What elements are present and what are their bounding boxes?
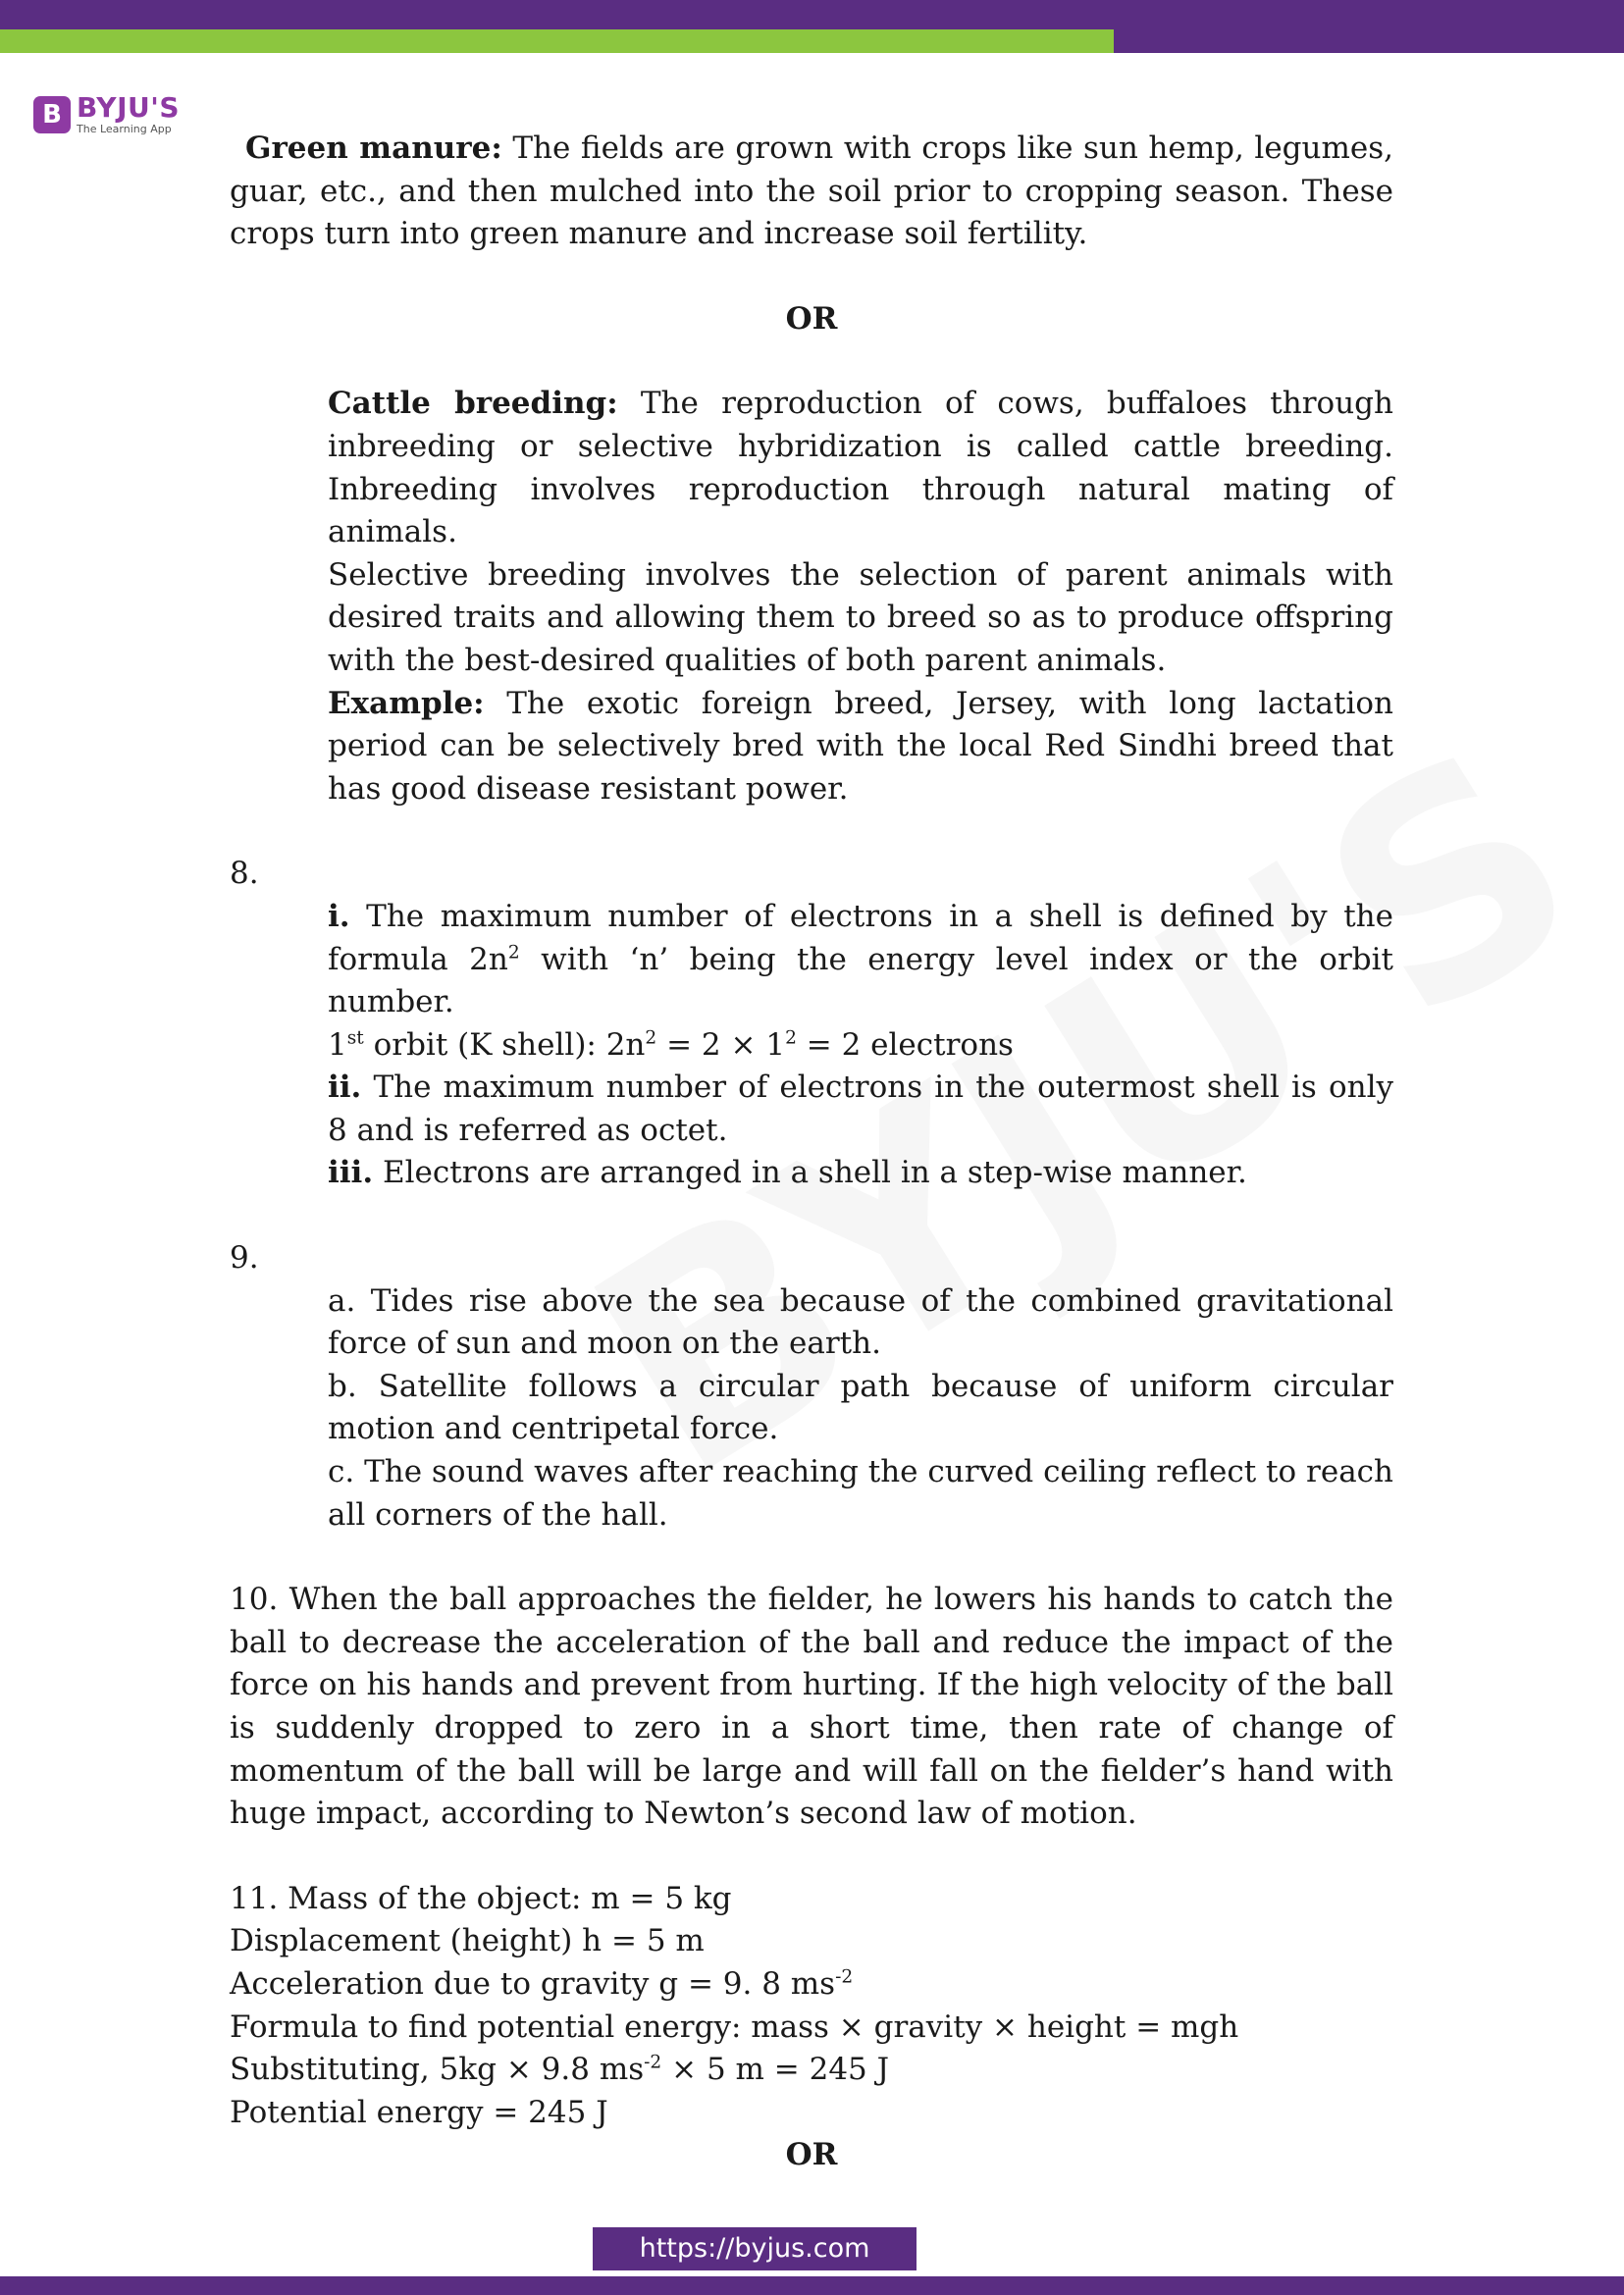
question-11-answer	[230, 1878, 1393, 2135]
q9-part-b: b. Satellite follows a circular path because of uniform circular motion and centripetal force.	[328, 1368, 1393, 1447]
q11-mass: 11. Mass of the object: m = 5 kg	[230, 1880, 732, 1916]
q11-displacement: Displacement (height) h = 5 m	[230, 1923, 705, 1959]
cattle-breeding-label: Cattle breeding:	[328, 386, 618, 422]
q11-gravity: Acceleration due to gravity g = 9. 8 $ms^{-2}$	[230, 1965, 854, 2002]
example-label: Example:	[328, 685, 485, 721]
q11-substitution: Substituting, 5kg × 9.8 $ms^{-2} \times 5$ m = 245 J	[230, 2052, 890, 2088]
question-9-answer	[230, 1280, 1393, 1538]
q8-ii-text: The maximum number of electrons in the outermost shell is only 8 and is referred as octet.	[328, 1069, 1393, 1148]
cattle-breeding-paragraph	[328, 383, 1393, 553]
q8-part-i	[328, 896, 1393, 1024]
example-text: The exotic foreign breed, Jersey, with long lactation period can be selectively bred with the local Red Sindhi breed that has good disease resistant power.	[328, 685, 1393, 807]
brand-tagline: The Learning App	[77, 123, 172, 135]
footer-url[interactable]: https://byjus.com	[593, 2227, 917, 2270]
or-divider-2: OR	[785, 2137, 838, 2173]
q8-ii-label: ii.	[328, 1069, 362, 1106]
q9-part-a: a. Tides rise above the sea because of the combined gravitational force of sun and moon on the earth.	[328, 1282, 1393, 1362]
green-manure-paragraph	[230, 128, 1393, 256]
q11-potential-energy: Potential energy = 245 J	[230, 2094, 608, 2130]
brand-logo-icon: B	[33, 96, 71, 133]
q9-part-c: c. The sound waves after reaching the curved ceiling reflect to reach all corners of the hall.	[328, 1454, 1393, 1533]
green-manure-text: The fields are grown with crops like sun hemp, legumes, guar, etc., and then mulched into the soil prior to cropping season. These crops turn into green manure and increase soil fertility.	[230, 130, 1393, 252]
question-9-number: 9.	[230, 1240, 259, 1277]
question-8-answer	[230, 896, 1393, 1195]
q8-i-text-end: with ‘n’ being the energy level index or the orbit number.	[328, 941, 1393, 1020]
question-8-number: 8.	[230, 856, 259, 892]
q8-i-label: i.	[328, 898, 350, 934]
q8-iii-text: Electrons are arranged in a shell in a step-wise manner.	[373, 1155, 1247, 1191]
cattle-breeding-text: The reproduction of cows, buffaloes through inbreeding or selective hybridization is called cattle breeding. Inbreeding involves reproduction through natural mating of animals.	[328, 386, 1393, 550]
q8-iii-label: iii.	[328, 1155, 374, 1191]
example-paragraph	[328, 683, 1393, 811]
brand-logo	[33, 91, 180, 135]
selective-breeding-paragraph: Selective breeding involves the selection of parent animals with desired traits and allowing them to breed so as to produce offspring with the best-desired qualities of both parent animals.	[328, 556, 1393, 678]
brand-name: BYJU'S	[77, 91, 180, 124]
q8-i-text: The maximum number of electrons in a shell is defined by the formula 2n	[328, 898, 1393, 977]
q8-i-superscript: 2	[507, 942, 520, 964]
green-manure-label: Green manure:	[245, 130, 502, 166]
cattle-breeding-section	[230, 383, 1393, 810]
top-purple-accent	[1114, 29, 1624, 53]
or-divider-1: OR	[785, 300, 838, 337]
top-purple-band	[0, 0, 1624, 29]
q8-part-iii	[328, 1152, 1393, 1195]
q8-orbit-line: 1st orbit (K shell): $2n^2 = 2 \times 1^2 = 2$ electrons	[328, 1026, 1014, 1063]
page-content	[230, 128, 1393, 2177]
question-10-answer: 10. When the ball approaches the fielder, he lowers his hands to catch the ball to decrease the acceleration of the ball and reduce the impact of the force on his hands and prevent from hurting. If the high velocity of the ball is suddenly dropped to zero in a short time, then rate of change of momentum of the ball will be large and will fall on the fielder’s hand with huge impact, according to Newton’s second law of motion.	[230, 1582, 1393, 1832]
bottom-purple-band	[0, 2276, 1624, 2295]
q11-formula: Formula to find potential energy: mass × gravity × height = mgh	[230, 2008, 1239, 2045]
q8-part-ii	[328, 1067, 1393, 1152]
